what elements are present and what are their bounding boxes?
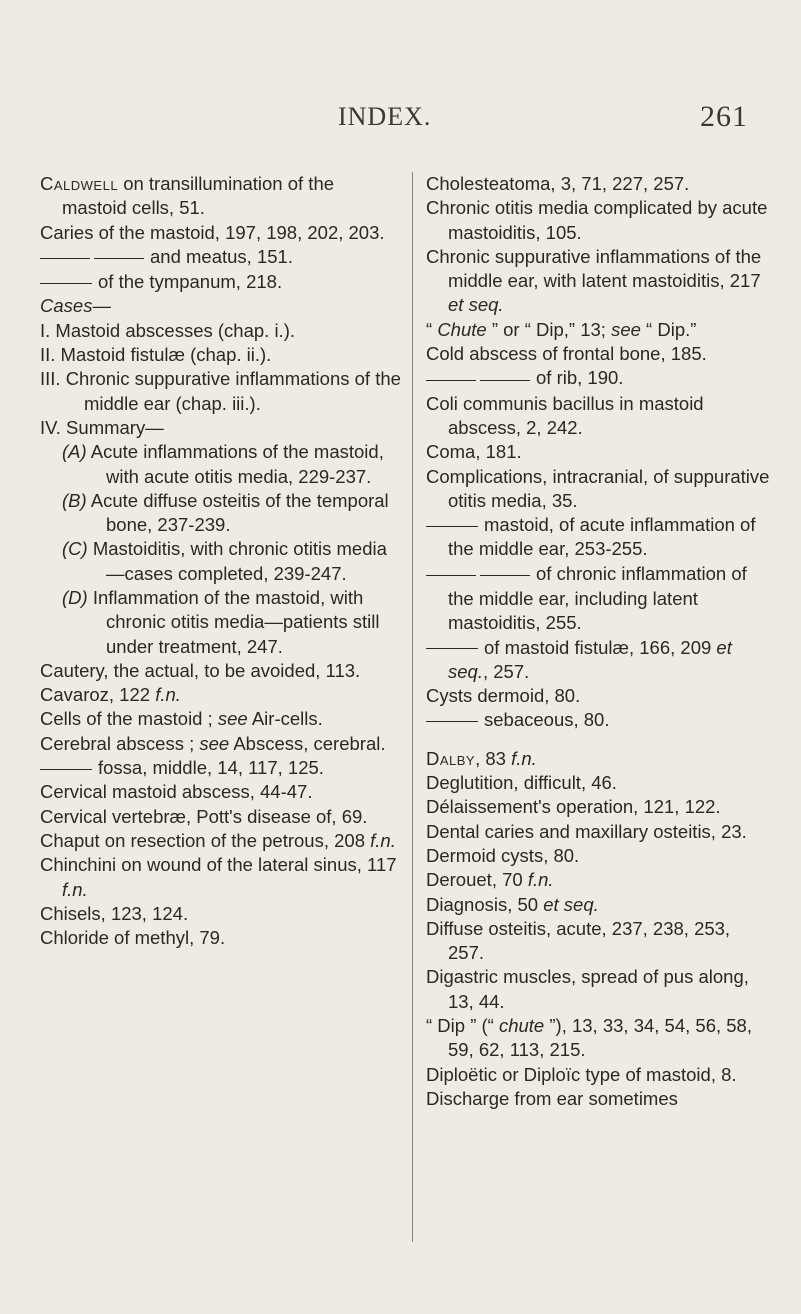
entry-chute xyxy=(426,318,771,342)
entry-dalby-text: , 83 xyxy=(475,747,512,769)
entry-cervical-abscess: Cervical mastoid abscess, 44-47. xyxy=(40,781,313,803)
entry-cervical-vertebrae: Cervical vertebræ, Pott's disease of, 69. xyxy=(40,805,368,827)
page-header xyxy=(0,100,801,140)
entry-caries-meatus-text: and meatus, 151. xyxy=(150,245,293,267)
entry-caldwell-text: on transillumination of the mastoid cells, 51. xyxy=(62,173,335,219)
entry-summary-b xyxy=(40,489,402,538)
entry-cholesteatoma: Cholesteatoma, 3, 71, 227, 257. xyxy=(426,173,690,194)
entry-deglutition: Deglutition, difficult, 46. xyxy=(426,772,617,794)
entry-chute-target: “ Dip.” xyxy=(640,318,697,340)
et-seq: et seq. xyxy=(543,893,599,915)
entry-cold-rib-text: of rib, 190. xyxy=(536,367,624,389)
ditto-dash xyxy=(426,367,530,391)
ditto-dash xyxy=(426,648,478,649)
entry-cold-rib xyxy=(426,366,771,391)
ditto-dash xyxy=(40,769,92,770)
entry-delaissement: Délaissement's operation, 121, 122. xyxy=(426,796,721,818)
entry-comp-fistulae-text: of mastoid fistulæ, 166, 209 xyxy=(484,636,717,658)
entry-cases: Cases— xyxy=(40,295,111,317)
entry-cysts-sebaceous xyxy=(426,708,771,732)
entry-chute-text: ” or “ Dip,” 13; xyxy=(486,318,612,340)
entry-cavaroz-text: Cavaroz, 122 xyxy=(40,684,156,706)
entry-chronic-suppurative xyxy=(426,245,771,318)
ditto-dash xyxy=(426,526,478,527)
entry-chloride: Chloride of methyl, 79. xyxy=(40,927,226,949)
summary-c-letter: (C) xyxy=(62,538,88,560)
see-ref: see xyxy=(217,708,248,730)
entry-cold-abscess: Cold abscess of frontal bone, 185. xyxy=(426,343,707,365)
entry-caries-meatus xyxy=(40,245,402,270)
entry-cysts: Cysts dermoid, 80. xyxy=(426,685,581,707)
entry-cerebral-fossa-text: fossa, middle, 14, 117, 125. xyxy=(98,757,324,779)
entry-comp-chronic-text: of chronic inflammation of the middle ear, including latent mastoiditis, 255. xyxy=(448,562,747,634)
summary-a-text: Acute inflammations of the mastoid, with acute otitis media, 229-237. xyxy=(86,441,384,487)
entry-chisels: Chisels, 123, 124. xyxy=(40,902,189,924)
entry-comp-fistulae-pages: , 257. xyxy=(482,660,530,682)
entry-coma: Coma, 181. xyxy=(426,441,522,463)
entry-cerebral xyxy=(40,732,402,756)
entry-cysts-sebaceous-text: sebaceous, 80. xyxy=(484,709,610,731)
entry-caries-tympanum xyxy=(40,270,402,294)
entry-cerebral-text: Cerebral abscess ; xyxy=(40,732,200,754)
entry-comp-mastoid xyxy=(426,513,771,562)
entry-cerebral-target: Abscess, cerebral. xyxy=(229,732,386,754)
entry-caries-tympanum-text: of the tympanum, 218. xyxy=(98,271,283,293)
entry-dermoid: Dermoid cysts, 80. xyxy=(426,844,580,866)
ditto-dash xyxy=(40,246,144,270)
entry-derouet-text: Derouet, 70 xyxy=(426,869,528,891)
entry-digastric: Digastric muscles, spread of pus along, 13, 44. xyxy=(426,966,749,1012)
entry-chinchini xyxy=(40,853,402,902)
footnote-abbrev: f.n. xyxy=(511,747,537,769)
summary-c-text: Mastoiditis, with chronic otitis media—cases completed, 239-247. xyxy=(87,538,387,584)
et-seq: et seq. xyxy=(448,636,732,682)
footnote-abbrev: f.n. xyxy=(527,869,554,891)
entry-chinchini-text: Chinchini on wound of the lateral sinus, 117 xyxy=(40,854,397,876)
entry-dip-pages: ”), 13, 33, 34, 54, 56, 58, 59, 62, 113, 215. xyxy=(448,1015,752,1061)
entry-diagnosis-text: Diagnosis, 50 xyxy=(426,893,544,915)
entry-coli: Coli communis bacillus in mastoid abscess, 2, 242. xyxy=(426,392,704,438)
entry-comp-chronic xyxy=(426,562,771,636)
entry-summary-c xyxy=(40,537,402,586)
summary-d-letter: (D) xyxy=(62,587,88,608)
entry-caldwell-head: Caldwell xyxy=(40,173,119,194)
entry-cavaroz xyxy=(40,683,402,707)
index-column-left xyxy=(40,172,402,950)
index-column-right xyxy=(426,172,771,1111)
summary-d-text: Inflammation of the mastoid, with chronic otitis media—patients still under treatment, 247. xyxy=(87,587,380,657)
entry-diploetic: Diploëtic or Diploïc type of mastoid, 8. xyxy=(426,1063,737,1085)
entry-case-2: II. Mastoid fistulæ (chap. ii.). xyxy=(40,344,272,366)
entry-chute-word: Chute xyxy=(437,318,487,340)
entry-caldwell xyxy=(40,172,402,221)
entry-cells xyxy=(40,707,402,731)
entry-cautery: Cautery, the actual, to be avoided, 113. xyxy=(40,659,361,681)
column-divider xyxy=(412,172,413,1242)
ditto-dash xyxy=(426,563,530,587)
entry-comp-fistulae xyxy=(426,636,771,685)
entry-diagnosis xyxy=(426,893,771,917)
entry-summary-d xyxy=(40,586,402,659)
summary-b-letter: (B) xyxy=(62,489,87,511)
entry-dip xyxy=(426,1014,771,1063)
summary-a-letter: (A) xyxy=(62,441,87,463)
entry-comp-mastoid-text: mastoid, of acute inflammation of the middle ear, 253-255. xyxy=(448,514,756,560)
summary-b-text: Acute diffuse osteitis of the temporal bone, 237-239. xyxy=(86,489,389,536)
entry-dental: Dental caries and maxillary osteitis, 23. xyxy=(426,820,747,842)
entry-diffuse: Diffuse osteitis, acute, 237, 238, 253, 257. xyxy=(426,917,731,964)
et-seq: et seq. xyxy=(448,294,504,316)
footnote-abbrev: f.n. xyxy=(370,829,396,851)
entry-dip-chute: chute xyxy=(498,1015,545,1036)
letter-gap xyxy=(426,733,771,747)
entry-case-4: IV. Summary— xyxy=(40,416,164,438)
open-quote: “ xyxy=(426,318,438,340)
see-ref: see xyxy=(199,732,230,754)
entry-derouet xyxy=(426,868,771,892)
page-number: 261 xyxy=(700,100,748,133)
entry-discharge: Discharge from ear sometimes xyxy=(426,1087,678,1109)
entry-cells-text: Cells of the mastoid ; xyxy=(40,708,218,730)
running-title: INDEX. xyxy=(338,102,432,131)
entry-dalby-head: Dalby xyxy=(426,747,476,769)
see-ref: see xyxy=(611,318,641,340)
ditto-dash xyxy=(426,721,478,722)
entry-cells-target: Air-cells. xyxy=(247,708,323,730)
entry-cerebral-fossa xyxy=(40,756,402,780)
entry-summary-a xyxy=(40,440,402,489)
entry-caries: Caries of the mastoid, 197, 198, 202, 203. xyxy=(40,221,385,243)
entry-dalby xyxy=(426,747,771,771)
entry-chronic-suppurative-text: Chronic suppurative inflammations of the middle ear, with latent mastoiditis, 217 xyxy=(426,245,762,292)
entry-chronic-otitis: Chronic otitis media complicated by acute mastoiditis, 105. xyxy=(426,197,768,243)
footnote-abbrev: f.n. xyxy=(155,684,181,706)
entry-case-3: III. Chronic suppurative inflammations of the middle ear (chap. iii.). xyxy=(40,368,401,414)
entry-complications: Complications, intracranial, of suppurative otitis media, 35. xyxy=(426,465,770,511)
entry-case-1: I. Mastoid abscesses (chap. i.). xyxy=(40,319,295,341)
footnote-abbrev: f.n. xyxy=(62,878,88,900)
entry-chaput-text: Chaput on resection of the petrous, 208 xyxy=(40,829,371,851)
entry-chaput xyxy=(40,829,402,853)
entry-dip-text: “ Dip ” (“ xyxy=(426,1015,499,1036)
ditto-dash xyxy=(40,283,92,284)
